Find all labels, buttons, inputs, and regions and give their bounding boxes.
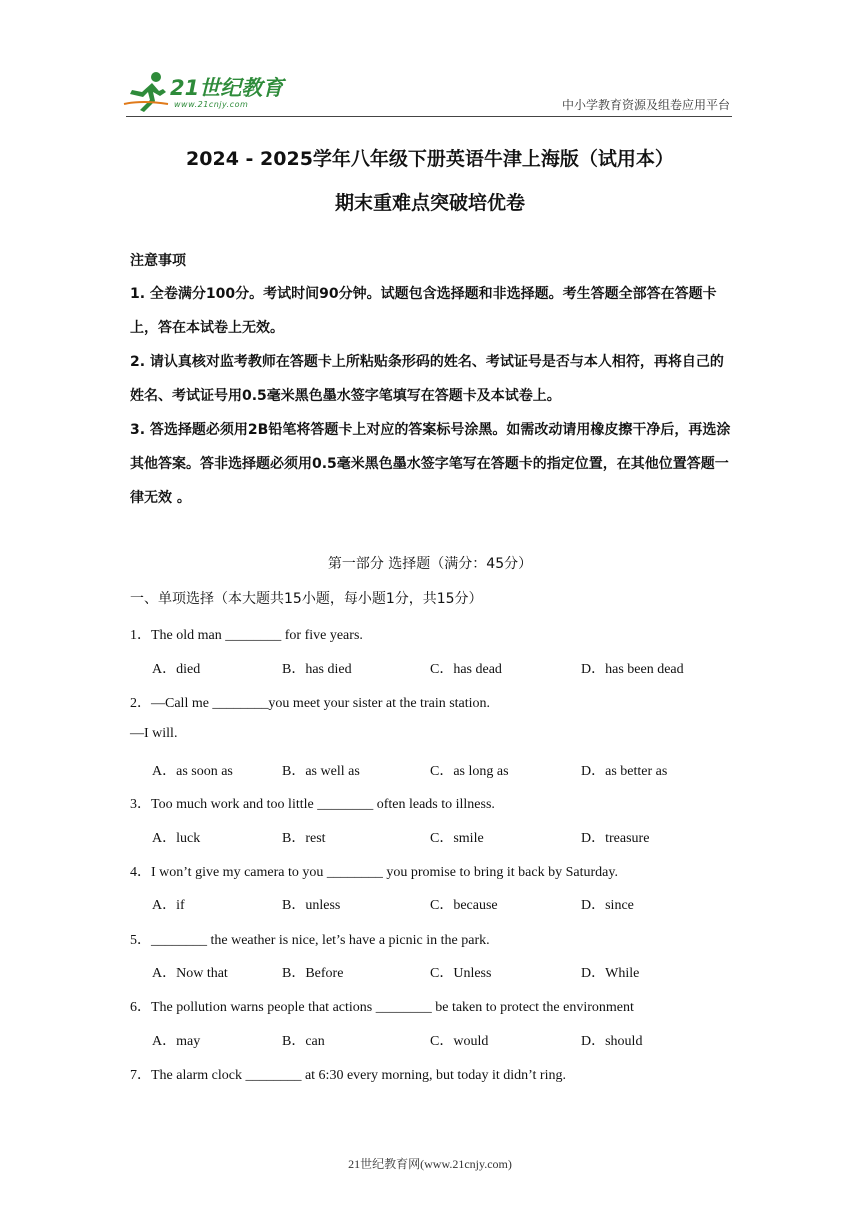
header-divider xyxy=(126,116,732,117)
option-d: D．has been dead xyxy=(581,662,684,677)
option-d: D．treasure xyxy=(581,831,650,846)
logo xyxy=(122,70,292,114)
part-heading: 第一部分 选择题（满分：45分） xyxy=(327,556,533,572)
logo-text: 21世纪教育 xyxy=(170,76,284,100)
option-b: B．Before xyxy=(282,966,344,981)
question-stem: 6．The pollution warns people that actions ________ be taken to protect the environment xyxy=(130,1000,634,1015)
section-heading: 一、单项选择（本大题共15小题，每小题1分，共15分） xyxy=(130,591,483,607)
option-d: D．While xyxy=(581,966,640,981)
logo-url: www.21cnjy.com xyxy=(174,100,249,109)
page-footer: 21世纪教育网(www.21cnjy.com) xyxy=(348,1157,512,1171)
option-c: C．would xyxy=(430,1034,489,1049)
question-reply: —I will. xyxy=(130,726,178,741)
notice-item: 2. 请认真核对监考教师在答题卡上所粘贴条形码的姓名、考试证号是否与本人相符，再将自己的姓名、考试证号用0.5毫米黑色墨水签字笔填写在答题卡及本试卷上。 xyxy=(130,354,724,404)
option-c: C．has dead xyxy=(430,662,502,677)
option-a: A．as soon as xyxy=(152,764,233,779)
option-b: B．can xyxy=(282,1034,325,1049)
option-a: A．died xyxy=(152,662,201,677)
exam-subtitle: 期末重难点突破培优卷 xyxy=(334,192,525,214)
notice-item: 1. 全卷满分100分。考试时间90分钟。试题包含选择题和非选择题。考生答题全部答在答题卡上，答在本试卷上无效。 xyxy=(130,286,717,336)
option-c: C．Unless xyxy=(430,966,492,981)
header-platform-text: 中小学教育资源及组卷应用平台 xyxy=(561,98,730,112)
notice-item: 3. 答选择题必须用2B铅笔将答题卡上对应的答案标号涂黑。如需改动请用橡皮擦干净后，再选涂其他答案。答非选择题必须用0.5毫米黑色墨水签字笔写在答题卡的指定位置，在其他位置答题一律无效 。 xyxy=(130,422,731,506)
option-a: A．luck xyxy=(152,831,201,846)
option-a: A．Now that xyxy=(152,966,228,981)
question-stem: 5．________ the weather is nice, let’s have a picnic in the park. xyxy=(130,933,490,948)
option-a: A．if xyxy=(152,898,185,913)
option-b: B．as well as xyxy=(282,764,360,779)
option-b: B．rest xyxy=(282,831,326,846)
question-stem: 7．The alarm clock ________ at 6:30 every morning, but today it didn’t ring. xyxy=(130,1068,566,1083)
option-b: B．unless xyxy=(282,898,341,913)
option-d: D．since xyxy=(581,898,634,913)
runner-logo-icon xyxy=(122,70,172,114)
option-a: A．may xyxy=(152,1034,201,1049)
option-c: C．because xyxy=(430,898,498,913)
question-stem: 4．I won’t give my camera to you ________ you promise to bring it back by Saturday. xyxy=(130,865,618,880)
question-stem: 2．—Call me ________you meet your sister at the train station. xyxy=(130,696,491,711)
question-stem: 3．Too much work and too little ________ often leads to illness. xyxy=(130,797,495,812)
question-stem: 1．The old man ________ for five years. xyxy=(130,628,363,643)
notice-heading: 注意事项 xyxy=(130,253,186,269)
option-b: B．has died xyxy=(282,662,352,677)
option-d: D．as better as xyxy=(581,764,668,779)
exam-title: 2024 - 2025学年八年级下册英语牛津上海版（试用本） xyxy=(186,148,674,170)
page-header xyxy=(0,0,860,120)
option-c: C．smile xyxy=(430,831,484,846)
option-c: C．as long as xyxy=(430,764,509,779)
option-d: D．should xyxy=(581,1034,643,1049)
